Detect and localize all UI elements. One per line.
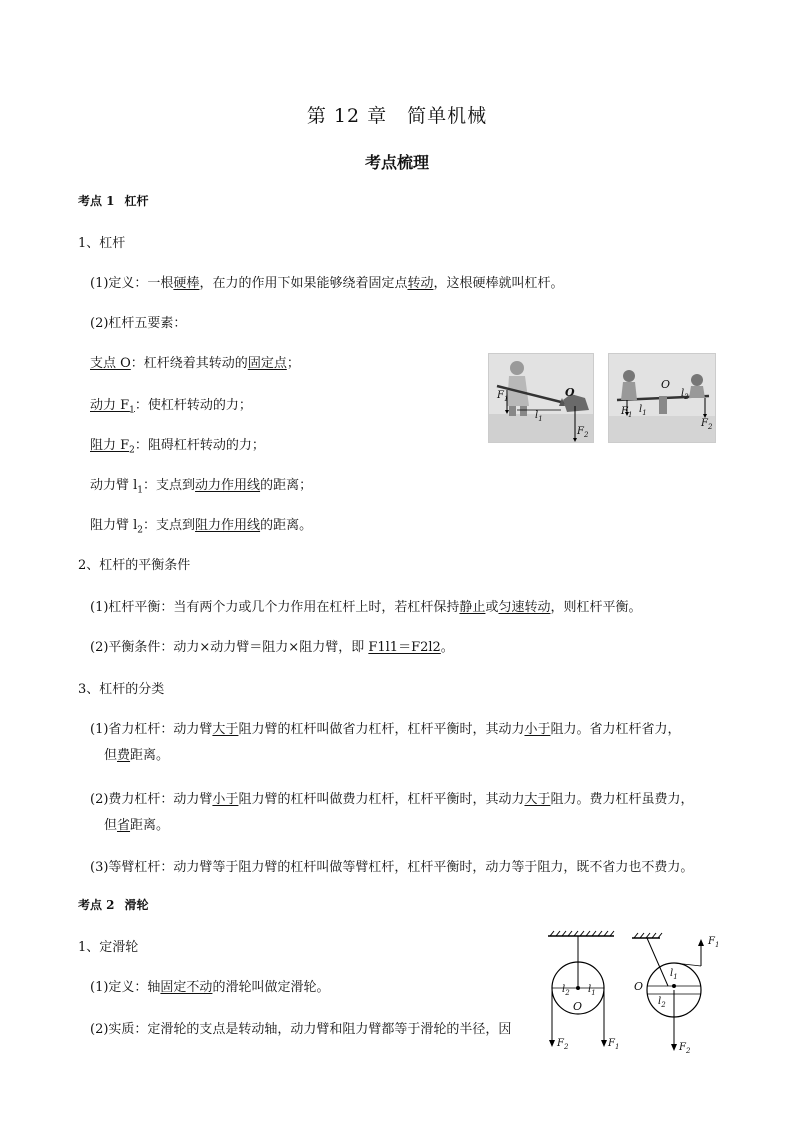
text: 动力臂 l: [90, 478, 138, 493]
text: (2)费力杠杆：动力臂: [90, 792, 213, 807]
text: 阻力臂的杠杆叫做省力杠杆，杠杆平衡时，其动力: [238, 722, 525, 737]
label-F1: [497, 390, 508, 403]
subscript: 1: [137, 485, 144, 496]
text: (2)平衡条件：动力×动力臂＝阻力×阻力臂，即: [90, 640, 369, 655]
answer-underline: 支点 O: [90, 356, 131, 371]
load-arm-line: [90, 514, 312, 536]
label-F2: [679, 1042, 690, 1055]
answer-underline: 省: [117, 818, 131, 833]
text: 的距离。: [260, 518, 313, 533]
text: (1)省力杠杆：动力臂: [90, 722, 213, 737]
subscript: 2: [661, 1001, 666, 1009]
label: l: [562, 984, 566, 995]
seesaw-photo: [608, 353, 716, 443]
label: F: [679, 1042, 686, 1053]
label-O: O: [565, 386, 575, 399]
load-force-line: [90, 434, 265, 456]
subscript: 2: [583, 431, 589, 439]
key-point-number: 考点 2: [78, 898, 115, 912]
key-point-name: 滑轮: [124, 898, 149, 912]
label-O: O: [661, 378, 671, 391]
text: ，则杠杆平衡。: [550, 600, 642, 615]
section-heading-classification: 3、杠杆的分类: [78, 682, 165, 697]
subscript: 2: [684, 393, 689, 401]
key-point-2: [78, 896, 149, 913]
answer-underline: 阻力 F: [90, 438, 130, 453]
balance-condition: [90, 636, 454, 655]
subscript: 2: [137, 525, 144, 536]
text: ：使杠杆转动的力；: [134, 398, 252, 413]
effort-arm-line: [90, 474, 312, 496]
label-F2: [701, 418, 712, 431]
text: ，在力的作用下如果能够绕着固定点: [199, 276, 408, 291]
subscript: 2: [685, 1047, 691, 1055]
text: 距离。: [130, 748, 170, 763]
answer-underline: 动力 F: [90, 398, 130, 413]
key-point-1: [78, 192, 149, 209]
label-l1: [670, 968, 678, 981]
crowbar-photo: [488, 353, 594, 443]
label-l1: [535, 410, 543, 423]
fixed-pulley-essence: (2)实质：定滑轮的支点是转动轴，动力臂和阻力臂都等于滑轮的半径，因: [90, 1022, 512, 1037]
text: 阻力。费力杠杆虽费力，: [550, 792, 694, 807]
label: F: [608, 1038, 615, 1049]
subscript: 2: [563, 1043, 569, 1051]
text: ：阻碍杠杆转动的力；: [134, 438, 265, 453]
text: 距离。: [130, 818, 170, 833]
label: F: [621, 406, 628, 417]
label-F2: [557, 1038, 568, 1051]
label-l1: [639, 404, 647, 417]
label: F: [708, 936, 715, 947]
section-heading-lever: 1、杠杆: [78, 236, 126, 251]
text: (1)杠杆平衡：当有两个力或几个力作用在杠杆上时，若杠杆保持: [90, 600, 460, 615]
label: F: [577, 426, 584, 437]
subscript: 1: [614, 1043, 620, 1051]
equal-arm-lever: (3)等臂杠杆：动力臂等于阻力臂的杠杆叫做等臂杠杆，杠杆平衡时，动力等于阻力，既不省力也不费力。: [90, 860, 694, 875]
section-subtitle: 考点梳理: [364, 153, 429, 172]
force-saving-lever-cont: [104, 744, 169, 763]
subscript: 1: [129, 405, 135, 416]
label-F1: [608, 1038, 619, 1051]
text: 但: [104, 818, 118, 833]
answer-underline: 费: [117, 748, 131, 763]
subscript: 2: [707, 423, 713, 431]
force-saving-lever: [90, 718, 680, 737]
label-l1: [588, 984, 596, 997]
answer-underline: 转动: [407, 276, 434, 291]
answer-underline: 固定不动: [160, 980, 213, 995]
subscript: 1: [627, 411, 633, 419]
answer-underline: 大于: [212, 722, 239, 737]
key-point-number: 考点 1: [78, 194, 115, 208]
answer-underline: 静止: [459, 600, 486, 615]
answer-underline: 小于: [524, 722, 551, 737]
section-heading-fixed-pulley: 1、定滑轮: [78, 940, 139, 955]
label: F: [701, 418, 708, 429]
force-costing-lever-cont: [104, 814, 169, 833]
answer-underline: 硬棒: [173, 276, 200, 291]
text: ：支点到: [143, 478, 196, 493]
subscript: 1: [642, 409, 647, 417]
text: 但: [104, 748, 118, 763]
seesaw-illustration: [609, 354, 715, 442]
effort-force-line: [90, 394, 252, 416]
label-F1: [621, 406, 632, 419]
label: F: [497, 390, 504, 401]
label-l2: [658, 996, 666, 1009]
text: 或: [485, 600, 499, 615]
text: ；: [286, 356, 300, 371]
subscript: 2: [565, 989, 570, 997]
fixed-pulley-definition: [90, 976, 329, 995]
answer-underline: 匀速转动: [498, 600, 551, 615]
fulcrum-line: [90, 352, 300, 371]
text: (1)定义：轴: [90, 980, 161, 995]
chapter-title: 第 12 章 简单机械: [306, 105, 488, 127]
text: 的滑轮叫做定滑轮。: [212, 980, 330, 995]
answer-underline: 大于: [524, 792, 551, 807]
label-l2: [562, 984, 570, 997]
answer-underline: 小于: [212, 792, 239, 807]
subscript: 1: [503, 395, 509, 403]
label: l: [670, 968, 674, 979]
label: l: [681, 388, 685, 399]
label: l: [535, 410, 539, 421]
answer-underline: 阻力作用线: [195, 518, 261, 533]
subscript: 2: [129, 445, 135, 456]
text: (1)定义：一根: [90, 276, 174, 291]
text: ：杠杆绕着其转动的: [130, 356, 248, 371]
label: l: [639, 404, 643, 415]
text: 。: [440, 640, 454, 655]
answer-underline: F1l1＝F2l2: [368, 640, 441, 655]
section-heading-balance: 2、杠杆的平衡条件: [78, 558, 191, 573]
label-F2: [577, 426, 588, 439]
force-costing-lever: [90, 788, 693, 807]
subscript: 1: [591, 989, 596, 997]
text: 阻力臂 l: [90, 518, 138, 533]
text: ：支点到: [143, 518, 196, 533]
balance-definition: [90, 596, 641, 615]
text: 的距离；: [260, 478, 313, 493]
key-point-name: 杠杆: [124, 194, 149, 208]
subscript: 1: [714, 941, 720, 949]
text: ，这根硬棒就叫杠杆。: [433, 276, 564, 291]
subscript: 1: [673, 973, 678, 981]
answer-underline: 固定点: [247, 356, 287, 371]
label-O: O: [573, 1000, 583, 1013]
subscript: 1: [538, 415, 543, 423]
lever-five-elements: (2)杠杆五要素：: [90, 316, 187, 331]
text: 阻力臂的杠杆叫做费力杠杆，杠杆平衡时，其动力: [238, 792, 525, 807]
label: l: [588, 984, 592, 995]
fixed-pulley-diagram-1: [540, 926, 630, 1058]
text: 阻力。省力杠杆省力，: [550, 722, 681, 737]
fixed-pulley-diagram-2: [630, 926, 730, 1060]
label: F: [557, 1038, 564, 1049]
label: l: [658, 996, 662, 1007]
label-O: O: [634, 980, 644, 993]
label-F1: [708, 936, 719, 949]
lever-definition: [90, 272, 563, 291]
label-l2: [681, 388, 689, 401]
answer-underline: 动力作用线: [195, 478, 261, 493]
